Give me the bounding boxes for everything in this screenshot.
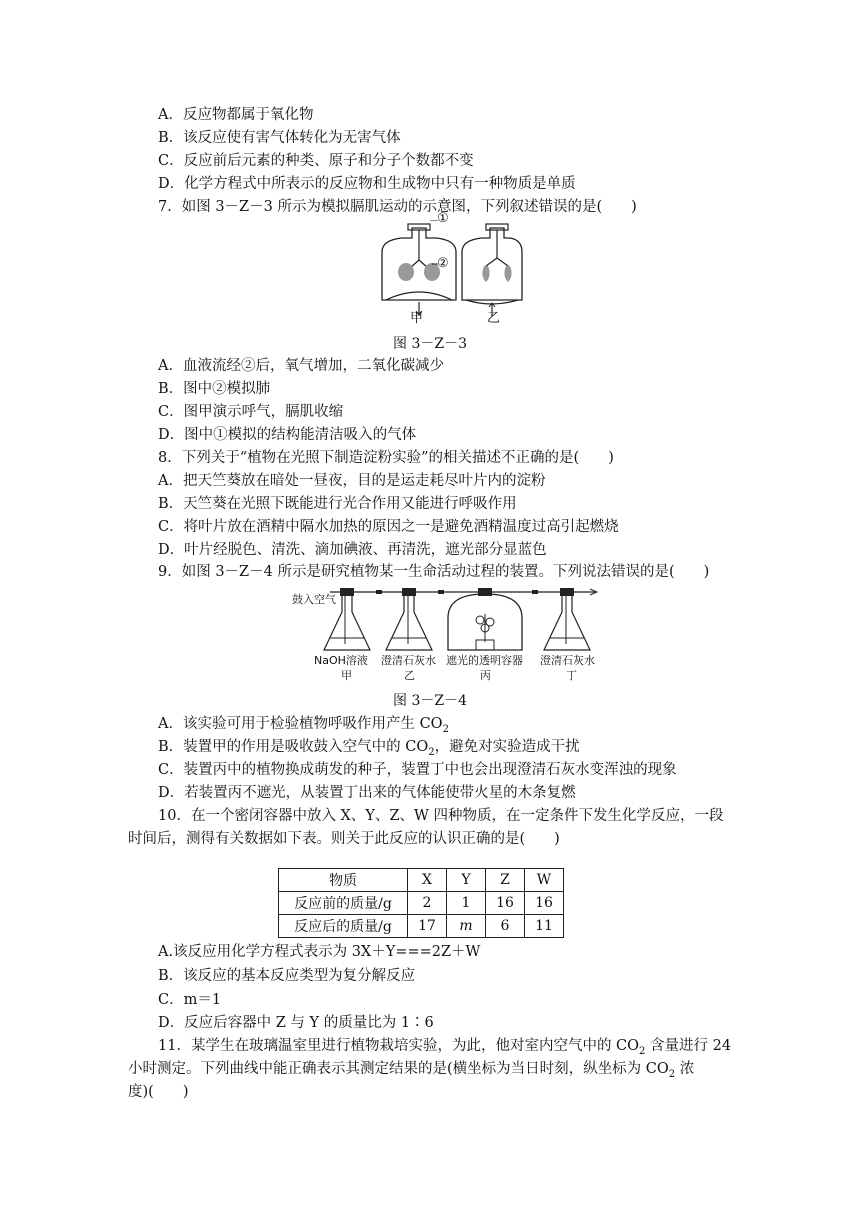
q7-option-c: C．图甲演示呼气，膈肌收缩	[158, 404, 344, 420]
q10-stem-line1: 10．在一个密闭容器中放入 X、Y、Z、W 四种物质，在一定条件下发生化学反应，一段	[158, 808, 724, 824]
q10-stem-line2: 时间后，测得有关数据如下表。则关于此反应的认识正确的是( )	[128, 831, 560, 847]
plant-respiration-apparatus-figure	[310, 584, 610, 656]
q7-option-b: B．图中②模拟肺	[158, 381, 271, 397]
table-cell: X	[408, 869, 447, 892]
q9-option-a: A．该实验可用于检验植物呼吸作用产生 $CO_2$	[158, 716, 449, 735]
figure-caption-3-z-4: 图 3－Z－4	[393, 693, 467, 709]
table-row	[279, 915, 564, 938]
q10-option-d: D．反应后容器中 Z 与 Y 的质量比为 1∶6	[158, 1015, 434, 1031]
table-cell: 11	[525, 915, 564, 938]
q8-option-c: C．将叶片放在酒精中隔水加热的原因之一是避免酒精温度过高引起燃烧	[158, 519, 619, 535]
q9-option-b: B．装置甲的作用是吸收鼓入空气中的 $CO_2$，避免对实验造成干扰	[158, 739, 580, 758]
diaphragm-model-figure	[372, 220, 532, 325]
q10-option-b: B．该反应的基本反应类型为复分解反应	[158, 968, 416, 984]
fig3-label-yi: 乙	[487, 311, 501, 326]
table-cell: 16	[486, 892, 525, 915]
table-cell: 16	[525, 892, 564, 915]
q11-stem-line3: 度)( )	[128, 1084, 189, 1100]
fig3-label-jia: 甲	[410, 311, 424, 326]
table-cell: 反应后的质量/g	[279, 915, 408, 938]
q8-option-a: A．把天竺葵放在暗处一昼夜，目的是运走耗尽叶片内的淀粉	[158, 473, 546, 489]
q8-stem: 8．下列关于“植物在光照下制造淀粉实验”的相关描述不正确的是( )	[158, 450, 614, 466]
table-cell: 17	[408, 915, 447, 938]
table-cell: 物质	[279, 869, 408, 892]
fig4-label-limewater-2: 澄清石灰水	[540, 654, 595, 667]
q11-stem-line1: 11．某学生在玻璃温室里进行植物栽培实验，为此，他对室内空气中的 $CO_2$ 含量进行 24	[158, 1038, 732, 1057]
fig4-label-bing: 丙	[480, 669, 491, 682]
table-cell: 1	[447, 892, 486, 915]
figure-caption-3-z-3: 图 3－Z－3	[393, 336, 467, 352]
fig3-label-1: ①	[437, 211, 449, 226]
table-header-row	[279, 869, 564, 892]
table-cell: Z	[486, 869, 525, 892]
table-cell: Y	[447, 869, 486, 892]
table-cell: 2	[408, 892, 447, 915]
table-cell: W	[525, 869, 564, 892]
q8-option-d: D．叶片经脱色、清洗、滴加碘液、再清洗，遮光部分显蓝色	[158, 542, 547, 558]
q10-option-c: C．m＝1	[158, 992, 222, 1008]
q6-option-d: D．化学方程式中所表示的反应物和生成物中只有一种物质是单质	[158, 176, 576, 192]
fig4-label-yi: 乙	[404, 669, 415, 682]
q9-option-c: C．装置丙中的植物换成萌发的种子，装置丁中也会出现澄清石灰水变浑浊的现象	[158, 762, 677, 778]
q7-option-a: A．血液流经②后，氧气增加，二氧化碳减少	[158, 358, 444, 374]
q8-option-b: B．天竺葵在光照下既能进行光合作用又能进行呼吸作用	[158, 496, 517, 512]
q6-option-c: C．反应前后元素的种类、原子和分子个数都不变	[158, 153, 474, 169]
q10-option-a: A.该反应用化学方程式表示为 3X＋Y===2Z＋W	[158, 944, 481, 960]
fig3-label-2: ②	[437, 256, 449, 271]
fig4-label-air: 鼓入空气	[292, 593, 336, 606]
fig4-label-jia: 甲	[341, 669, 352, 682]
q6-option-a: A．反应物都属于氧化物	[158, 107, 314, 123]
table-row	[279, 892, 564, 915]
table-cell: m	[447, 915, 486, 938]
table-cell: 6	[486, 915, 525, 938]
q7-stem: 7．如图 3－Z－3 所示为模拟膈肌运动的示意图，下列叙述错误的是( )	[158, 199, 637, 215]
q9-option-d: D．若装置丙不遮光，从装置丁出来的气体能使带火星的木条复燃	[158, 785, 576, 801]
q6-option-b: B．该反应使有害气体转化为无害气体	[158, 130, 401, 146]
table-cell: 反应前的质量/g	[279, 892, 408, 915]
mass-data-table	[278, 868, 564, 938]
fig4-label-limewater-1: 澄清石灰水	[381, 654, 436, 667]
q11-stem-line2: 小时测定。下列曲线中能正确表示其测定结果的是(横坐标为当日时刻，纵坐标为 $CO_2$ 浓	[128, 1061, 695, 1080]
fig4-label-naoh: NaOH溶液	[314, 654, 368, 667]
q7-option-d: D．图中①模拟的结构能清洁吸入的气体	[158, 427, 417, 443]
q9-stem: 9．如图 3－Z－4 所示是研究植物某一生命活动过程的装置。下列说法错误的是( )	[158, 564, 710, 580]
fig4-label-ding: 丁	[566, 669, 577, 682]
fig4-label-container: 遮光的透明容器	[446, 654, 523, 667]
